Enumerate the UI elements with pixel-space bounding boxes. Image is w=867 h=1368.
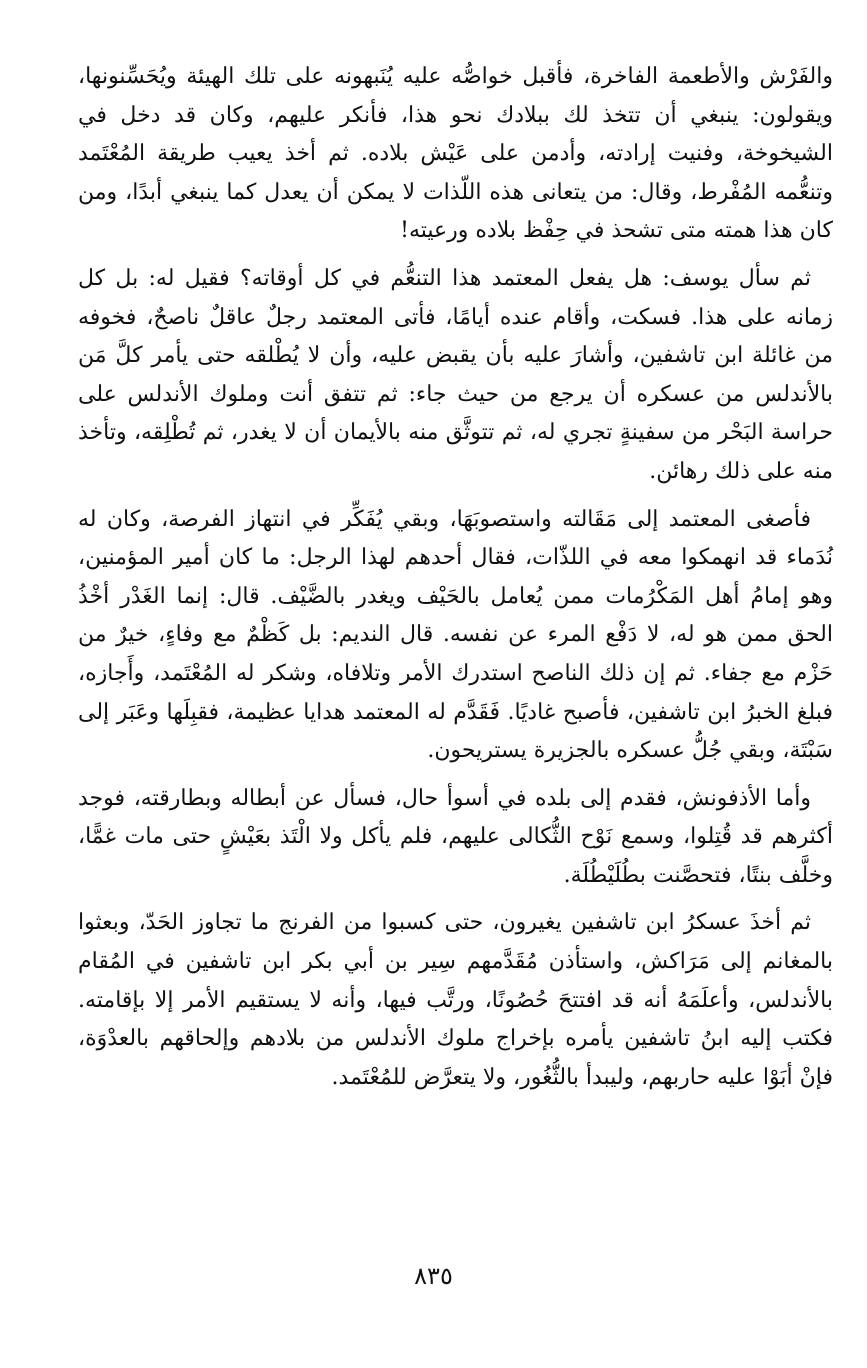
paragraph: ثم أخذَ عسكرُ ابن تاشفين يغيرون، حتى كسبوا من الفرنج ما تجاوز الحَدّ، وبعثوا بالمغانم إلى مَرَاكش، واستأذن مُقَدَّمهم سِير بن أبي بكر ابن تاشفين في المُقام بالأندلس، وأعلَمَهُ أنه قد افتتحَ حُصُونًا، ورتَّب فيها، وأنه لا يستقيم الأمر إلا بإقامته. فكتب إليه ابنُ تاشفين يأمره بإخراج ملوك الأندلس من بلادهم وإلحاقهم بالعدْوَة، فإنْ أبَوْا عليه حاربهم، وليبدأ بالثُّغُور، ولا يتعرَّض للمُعْتَمد.	[78, 910, 833, 1090]
page-number: ٨٣٥	[414, 1262, 453, 1290]
body-text	[78, 58, 833, 1106]
paragraph: ثم سأل يوسف: هل يفعل المعتمد هذا التنعُّم في كل أوقاته؟ فقيل له: بل كل زمانه على هذا. فسكت، وأقام عنده أيامًا، فأتى المعتمد رجلٌ عاقلٌ ناصحٌ، فخوفه من غائلة ابن تاشفين، وأشارَ عليه بأن يقبض عليه، وأن لا يُطْلقه حتى يأمر كلَّ مَن بالأندلس من عسكره أن يرجع من حيث جاء: ثم تتفق أنت وملوك الأندلس على حراسة البَحْر من سفينةٍ تجري له، ثم تتوثَّق منه بالأيمان أن لا يغدر، ثم تُطْلِقه، وتأخذ منه على ذلك رهائن.	[78, 265, 833, 484]
paragraph: وأما الأذفونش، فقدم إلى بلده في أسوأ حال، فسأل عن أبطاله وبطارقته، فوجد أكثرهم قد قُتِلوا، وسمع نَوْح الثُّكالى عليهم، فلم يأكل ولا الْتَذ بعَيْشٍ حتى مات غمًّا، وخلَّف بنتًا، فتحصَّنت بطُلَيْطُلَة.	[78, 785, 833, 888]
paragraph: فأصغى المعتمد إلى مَقَالته واستصوبَهَا، وبقي يُفَكِّر في انتهاز الفرصة، وكان له نُدَماء قد انهمكوا معه في اللذّات، فقال أحدهم لهذا الرجل: ما كان أمير المؤمنين، وهو إمامُ أهل المَكْرُمات ممن يُعامل بالحَيْف ويغدر بالضَّيْف. قال: إنما الغَدْر أخْذُ الحق ممن هو له، لا دَفْع المرء عن نفسه. قال النديم: بل كَظْمٌ مع وفاءٍ، خيرٌ من حَزْم مع جفاء. ثم إن ذلك الناصح استدرك الأمر وتلافاه، وشكر له المُعْتَمد، وأَجازه، فبلغ الخبرُ ابن تاشفين، فأصبح غاديًا. فَقَدَّم له المعتمد هدايا عظيمة، فقبِلَها وعَبَر إلى سَبْتَة، وبقي جُلُّ عسكره بالجزيرة يستريحون.	[78, 506, 833, 764]
paragraph: والفَرْش والأطعمة الفاخرة، فأقبل خواصُّه عليه يُنَبهونه على تلك الهيئة ويُحَسِّنونها، ويقولون: ينبغي أن تتخذ لك ببلادك نحو هذا، فأنكر عليهم، وكان قد دخل في الشيخوخة، وفنيت إرادته، وأدمن على عَيْش بلاده. ثم أخذ يعيب طريقة المُعْتَمد وتنعُّمه المُفْرط، وقال: من يتعانى هذه اللّذات لا يمكن أن يعدل كما ينبغي أبدًا، ومن كان هذا همته متى تشحذ في حِفْظ بلاده ورعيته!	[78, 64, 833, 244]
